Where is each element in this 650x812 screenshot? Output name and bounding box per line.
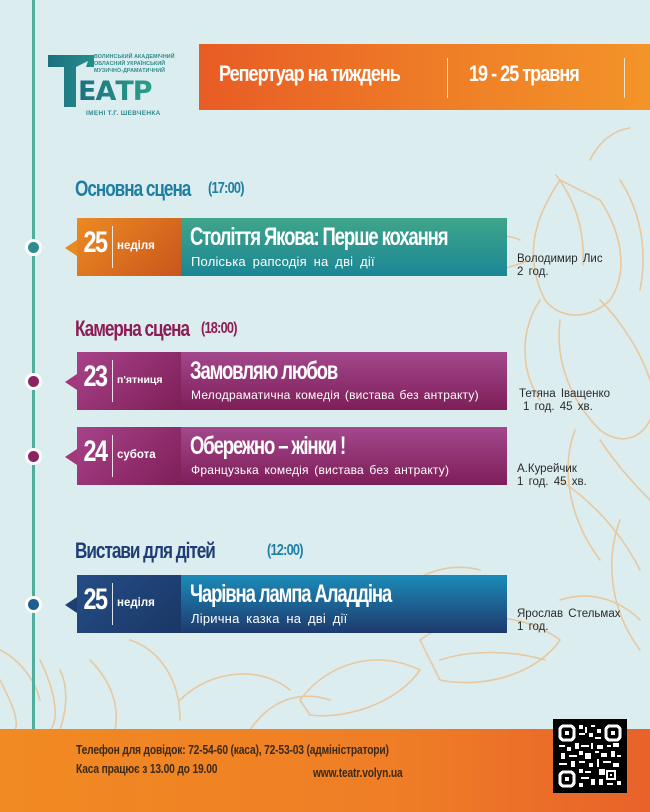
event-row[interactable] — [0, 218, 650, 278]
timeline-dot-icon — [25, 373, 42, 390]
qr-code-icon[interactable] — [553, 719, 627, 793]
event-row[interactable] — [0, 575, 650, 635]
play-title: Чарівна лампа Аладдіна — [190, 580, 392, 608]
event-date: 24 — [83, 435, 107, 468]
play-subtitle: Поліська рапсодія на дві дії — [191, 254, 375, 269]
play-subtitle: Мелодраматична комедія (вистава без антракту) — [191, 388, 479, 402]
event-row[interactable] — [0, 427, 650, 487]
section-time: (18:00) — [201, 320, 237, 337]
event-title-box[interactable] — [181, 352, 507, 410]
logo-wordmark: ЕАТР — [78, 76, 152, 107]
play-meta — [517, 463, 587, 489]
play-author: Володимир Лис — [517, 253, 603, 265]
section-heading-chamber-stage — [75, 316, 237, 342]
date-box — [77, 427, 181, 485]
qr-pattern-icon — [557, 723, 623, 789]
play-author: Тетяна Іващенко — [519, 388, 611, 400]
timeline-dot-icon — [25, 448, 42, 465]
play-subtitle: Французька комедія (вистава без антракту) — [191, 463, 450, 477]
event-weekday: субота — [117, 449, 156, 461]
event-title-box[interactable] — [181, 427, 507, 485]
section-title: Вистави для дітей — [75, 538, 215, 563]
play-title: Замовляю любов — [190, 357, 338, 385]
header-divider — [624, 58, 625, 98]
date-divider — [112, 360, 113, 402]
event-row[interactable] — [0, 352, 650, 412]
event-date: 25 — [83, 583, 107, 616]
logo-subtitle-line: МУЗИЧНО-ДРАМАТИЧНИЙ — [94, 68, 166, 75]
section-time: (12:00) — [267, 542, 303, 559]
timeline-dot-icon — [25, 239, 42, 256]
date-box — [77, 352, 181, 410]
event-date: 25 — [83, 226, 107, 259]
date-divider — [112, 435, 113, 477]
date-divider — [112, 583, 113, 625]
section-heading-children — [75, 538, 303, 564]
play-title: Століття Якова: Перше кохання — [190, 223, 448, 251]
section-time: (17:00) — [208, 180, 244, 197]
footer-phone: Телефон для довідок: 72-54-60 (каса), 72-53-03 (адміністратори) — [76, 743, 389, 757]
logo-subtitle-line: ВОЛИНСЬКИЙ АКАДЕМІЧНИЙ — [94, 54, 175, 60]
play-duration: 2 год. — [517, 266, 549, 278]
header-divider — [447, 58, 448, 98]
header-banner — [199, 44, 650, 110]
play-meta — [519, 388, 610, 414]
play-title: Обережно – жінки ! — [190, 432, 345, 460]
play-meta — [517, 608, 620, 634]
date-divider — [112, 226, 113, 268]
event-weekday: неділя — [117, 240, 155, 252]
logo-subtitle-line: ОБЛАСНИЙ УКРАЇНСЬКИЙ — [94, 61, 166, 68]
theatre-logo[interactable] — [48, 50, 183, 120]
event-weekday: неділя — [117, 597, 155, 609]
date-box — [77, 575, 181, 633]
footer-hours: Каса працює з 13.00 до 19.00 — [76, 762, 218, 776]
play-duration: 1 год. 45 хв. — [523, 401, 593, 413]
logo-subtitle — [94, 54, 189, 75]
play-subtitle: Лірична казка на дві дії — [191, 611, 348, 626]
play-duration: 1 год. — [517, 621, 549, 633]
header-dates: 19 - 25 травня — [469, 61, 579, 86]
play-meta — [517, 253, 603, 279]
timeline-dot-icon — [25, 596, 42, 613]
play-author: А.Курейчик — [517, 463, 577, 475]
logo-name-line: ІМЕНІ Т.Г. ШЕВЧЕНКА — [86, 110, 161, 117]
footer-website-link[interactable]: www.teatr.volyn.ua — [313, 766, 403, 780]
play-author: Ярослав Стельмах — [517, 608, 621, 620]
event-weekday: п'ятниця — [117, 374, 163, 386]
event-title-box[interactable] — [181, 218, 507, 276]
event-title-box[interactable] — [181, 575, 507, 633]
section-title: Основна сцена — [75, 176, 191, 201]
play-duration: 1 год. 45 хв. — [517, 476, 587, 488]
section-title: Камерна сцена — [75, 316, 189, 341]
section-heading-main-stage — [75, 176, 244, 202]
event-date: 23 — [83, 360, 107, 393]
header-title: Репертуар на тиждень — [219, 61, 400, 86]
date-box — [77, 218, 181, 276]
